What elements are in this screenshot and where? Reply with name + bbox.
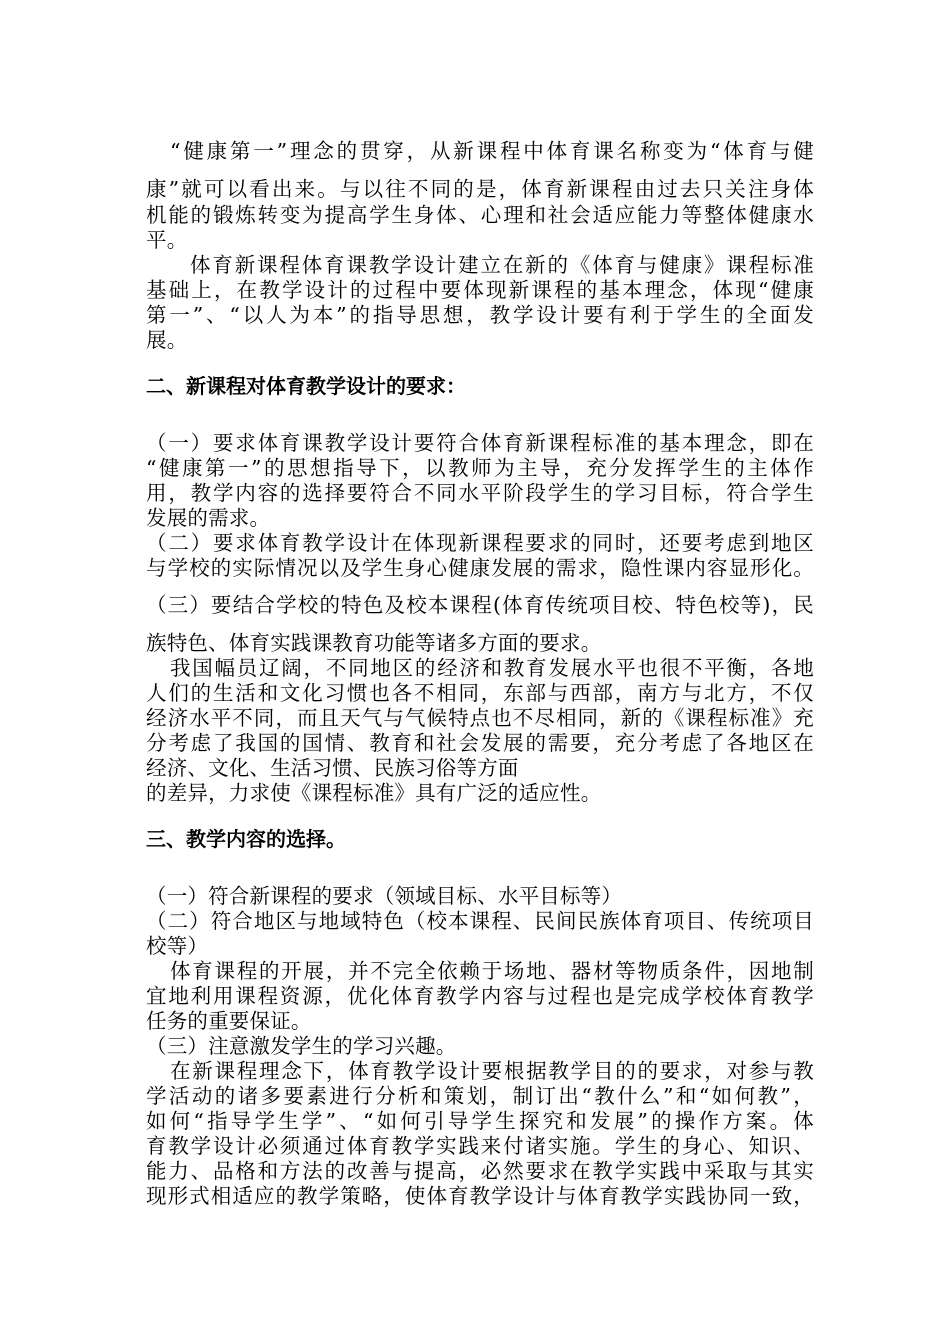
paragraph-line: （一）符合新课程的要求（领域目标、水平目标等） <box>146 884 623 908</box>
paragraph-line: 的差异，力求使《课程标准》具有广泛的适应性。 <box>146 781 602 805</box>
paragraph-line: 用，教学内容的选择要符合不同水平阶段学生的学习目标，符合学生 <box>146 481 814 505</box>
paragraph-line: 人们的生活和文化习惯也各不相同，东部与西部，南方与北方，不仅 <box>146 681 814 705</box>
paragraph-line: 宜地利用课程资源，优化体育教学内容与过程也是完成学校体育教学 <box>146 984 814 1008</box>
paragraph-line: 第一”、“以人为本”的指导思想，教学设计要有利于学生的全面发 <box>146 303 814 327</box>
paragraph-line: （二）要求体育教学设计在体现新课程要求的同时，还要考虑到地区 <box>146 531 814 555</box>
paragraph-line: “健康第一”理念的贯穿，从新课程中体育课名称变为“体育与健 <box>170 139 814 163</box>
paragraph-line: 体育新课程体育课教学设计建立在新的《体育与健康》课程标准 <box>190 253 814 277</box>
paragraph-line: 展。 <box>146 328 188 352</box>
paragraph-line: 在新课程理念下，体育教学设计要根据教学目的的要求，对参与教 <box>170 1059 814 1083</box>
paragraph-line: 经济、文化、生活习惯、民族习俗等方面 <box>146 756 519 780</box>
paragraph-line: 经济水平不同，而且天气与气候特点也不尽相同，新的《课程标准》充 <box>146 706 814 730</box>
paragraph-line: 发展的需求。 <box>146 506 271 530</box>
paragraph-line: 康”就可以看出来。与以往不同的是，体育新课程由过去只关注身体 <box>146 177 814 201</box>
paragraph-line: 现形式相适应的教学策略，使体育教学设计与体育教学实践协同一致， <box>146 1184 814 1208</box>
paragraph-line: 平。 <box>146 228 188 252</box>
paragraph-line: “健康第一”的思想指导下，以教师为主导，充分发挥学生的主体作 <box>146 456 814 480</box>
paragraph-line: 族特色、体育实践课教育功能等诸多方面的要求。 <box>146 631 602 655</box>
paragraph-line: 我国幅员辽阔，不同地区的经济和教育发展水平也很不平衡，各地 <box>170 656 814 680</box>
paragraph-line: 如何“指导学生学”、“如何引导学生探究和发展”的操作方案。体 <box>146 1109 814 1133</box>
paragraph-line: （一）要求体育课教学设计要符合体育新课程标准的基本理念，即在 <box>146 431 814 455</box>
paragraph-line: 学活动的诸多要素进行分析和策划，制订出“教什么”和“如何教”， <box>146 1084 814 1108</box>
paragraph-line: 能力、品格和方法的改善与提高，必然要求在教学实践中采取与其实 <box>146 1159 814 1183</box>
paragraph-line: （三）注意激发学生的学习兴趣。 <box>146 1034 457 1058</box>
paragraph-line: 机能的锻炼转变为提高学生身体、心理和社会适应能力等整体健康水 <box>146 203 814 227</box>
paragraph-line: 校等） <box>146 934 209 958</box>
paragraph-line: 与学校的实际情况以及学生身心健康发展的需求，隐性课内容显形化。 <box>146 556 814 580</box>
paragraph-line: （三）要结合学校的特色及校本课程(体育传统项目校、特色校等)，民 <box>146 593 814 617</box>
paragraph-line: 任务的重要保证。 <box>146 1009 312 1033</box>
section-heading: 二、新课程对体育教学设计的要求： <box>146 374 466 398</box>
paragraph-line: 育教学设计必须通过体育教学实践来付诸实施。学生的身心、知识、 <box>146 1134 814 1158</box>
paragraph-line: 基础上，在教学设计的过程中要体现新课程的基本理念，体现“健康 <box>146 278 814 302</box>
paragraph-line: 体育课程的开展，并不完全依赖于场地、器材等物质条件，因地制 <box>170 959 814 983</box>
section-heading: 三、教学内容的选择。 <box>146 827 346 851</box>
paragraph-line: （二）符合地区与地域特色（校本课程、民间民族体育项目、传统项目 <box>146 909 814 933</box>
paragraph-line: 分考虑了我国的国情、教育和社会发展的需要，充分考虑了各地区在 <box>146 731 814 755</box>
